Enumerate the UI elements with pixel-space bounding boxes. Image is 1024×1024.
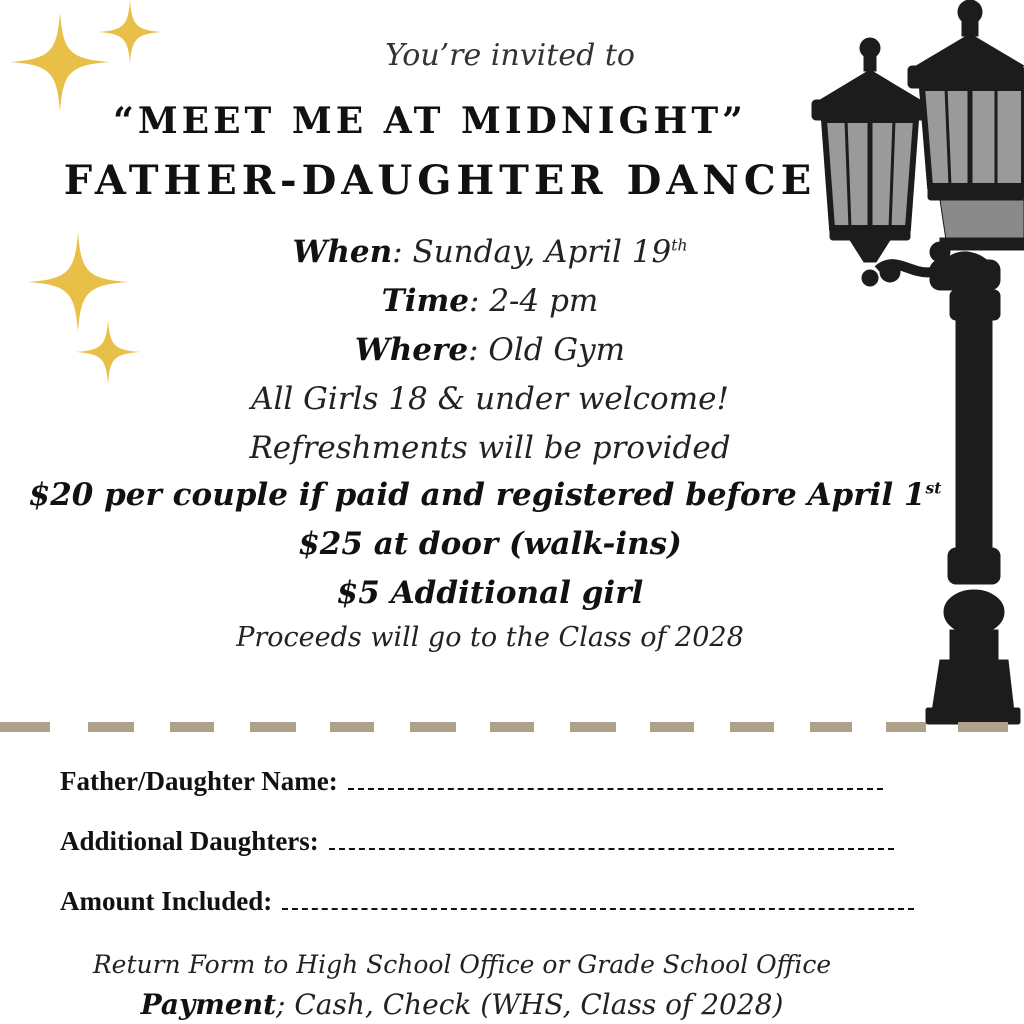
- cut-dash: [490, 722, 534, 732]
- father-daughter-name-label: Father/Daughter Name:: [60, 766, 338, 796]
- cut-dash: [886, 722, 926, 732]
- when-suffix: th: [671, 236, 688, 255]
- early-price-suffix: st: [925, 478, 942, 498]
- father-daughter-name-row: [60, 766, 883, 797]
- amount-included-row: [60, 886, 914, 917]
- additional-daughters-field[interactable]: [329, 830, 894, 850]
- cut-dash: [250, 722, 296, 732]
- time-line: [0, 283, 980, 319]
- where-line: [0, 332, 980, 368]
- early-price-line: [0, 477, 970, 513]
- amount-included-field[interactable]: [282, 890, 914, 910]
- payment-label: Payment: [140, 988, 277, 1021]
- additional-daughters-row: [60, 826, 894, 857]
- when-label: When: [292, 234, 393, 270]
- cut-dash: [810, 722, 852, 732]
- cut-dash: [88, 722, 134, 732]
- sparkle-icon: [98, 0, 162, 64]
- door-price-line: $25 at door (walk-ins): [298, 526, 682, 562]
- cut-dash: [330, 722, 374, 732]
- where-label: Where: [354, 332, 469, 368]
- cut-dash: [730, 722, 774, 732]
- eligibility-line: All Girls 18 & under welcome!: [251, 381, 729, 417]
- father-daughter-name-field[interactable]: [348, 770, 883, 790]
- when-value: : Sunday, April 19: [392, 234, 672, 270]
- amount-included-label: Amount Included:: [60, 886, 273, 916]
- cut-line: [0, 722, 1024, 734]
- proceeds-line: Proceeds will go to the Class of 2028: [236, 622, 744, 653]
- where-value: : Old Gym: [468, 332, 626, 368]
- cut-dash: [650, 722, 694, 732]
- event-subtitle: FATHER-DAUGHTER DANCE: [63, 157, 817, 204]
- return-note: Return Form to High School Office or Grade School Office: [92, 950, 832, 979]
- sparkle-icon: [10, 12, 110, 112]
- additional-price-line: $5 Additional girl: [336, 575, 644, 611]
- cut-dash: [410, 722, 456, 732]
- additional-daughters-label: Additional Daughters:: [60, 826, 319, 856]
- when-line: [0, 234, 980, 270]
- cut-dash: [958, 722, 1008, 732]
- cut-dash: [170, 722, 214, 732]
- time-label: Time: [381, 283, 470, 319]
- event-title: “MEET ME AT MIDNIGHT”: [113, 100, 747, 142]
- payment-value: ; Cash, Check (WHS, Class of 2028): [276, 988, 784, 1021]
- cut-dash: [570, 722, 616, 732]
- early-price-text: $20 per couple if paid and registered before April 1: [28, 477, 926, 513]
- refreshments-line: Refreshments will be provided: [249, 430, 731, 466]
- time-value: : 2-4 pm: [469, 283, 599, 319]
- cut-dash: [0, 722, 50, 732]
- invite-intro: You’re invited to: [385, 38, 635, 73]
- payment-line: [0, 988, 924, 1021]
